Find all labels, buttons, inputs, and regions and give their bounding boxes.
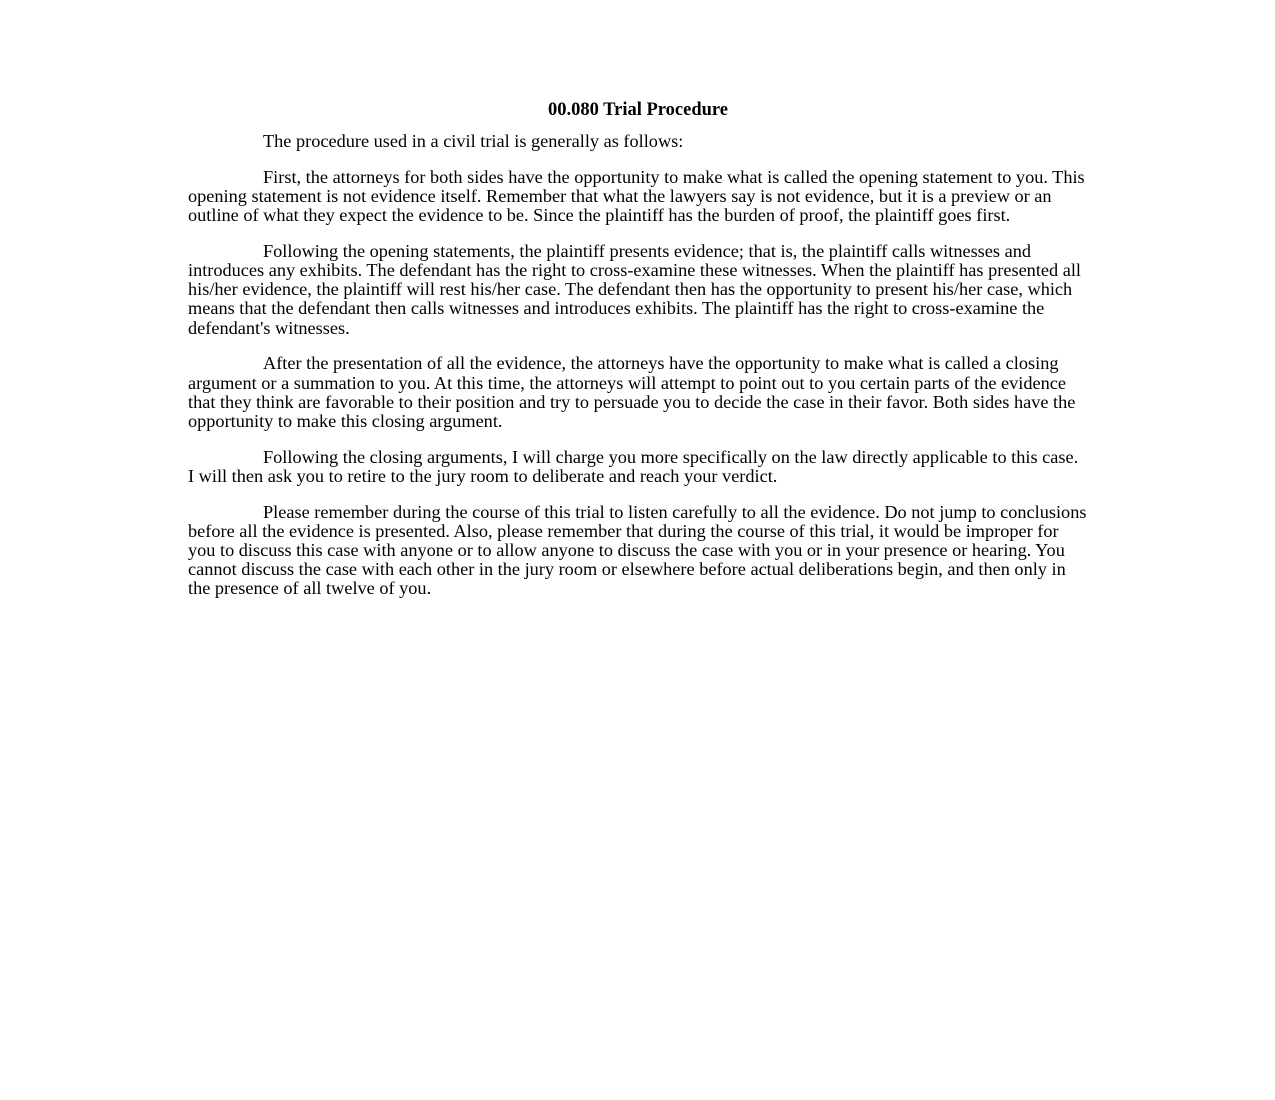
document-title: 00.080 Trial Procedure [547, 100, 728, 120]
paragraph-jury-instructions: Please remember during the course of this trial to listen carefully to all the evidence. Do not jump to conclusions before all the evidence is presented. Also, please remember that during the course of this trial, it would be improper for you to discuss this case with anyone or to allow anyone to discuss the case with you or in your presence or hearing. You cannot discuss the case with each other in the jury room or elsewhere before actual deliberations begin, and then only in the presence of all twelve of you. [188, 501, 1087, 599]
paragraph-jury-charge: Following the closing arguments, I will charge you more specifically on the law directly applicable to this case. I will then ask you to retire to the jury room to deliberate and reach your verdict. [188, 446, 1079, 486]
paragraph-opening-statement: First, the attorneys for both sides have the opportunity to make what is called the opening statement to you. This opening statement is not evidence itself. Remember that what the lawyers say is not evidence, but it is a preview or an outline of what they expect the evidence to be. Since the plaintiff has the burden of proof, the plaintiff goes first. [188, 166, 1085, 226]
paragraph-intro: The procedure used in a civil trial is generally as follows: [263, 131, 684, 151]
paragraph-closing-argument: After the presentation of all the evidence, the attorneys have the opportunity to make what is called a closing argument or a summation to you. At this time, the attorneys will attempt to point out to you certain parts of the evidence that they think are favorable to their position and try to persuade you to decide the case in their favor. Both sides have the opportunity to make this closing argument. [188, 353, 1076, 431]
document-page [188, 98, 1088, 615]
paragraph-evidence-presentation: Following the opening statements, the plaintiff presents evidence; that is, the plaintiff calls witnesses and introduces any exhibits. The defendant has the right to cross-examine these witnesses. When the plaintiff has presented all his/her evidence, the plaintiff will rest his/her case. The defendant then has the opportunity to present his/her case, which means that the defendant then calls witnesses and introduces exhibits. The plaintiff has the right to cross-examine the defendant's witnesses. [188, 240, 1081, 338]
